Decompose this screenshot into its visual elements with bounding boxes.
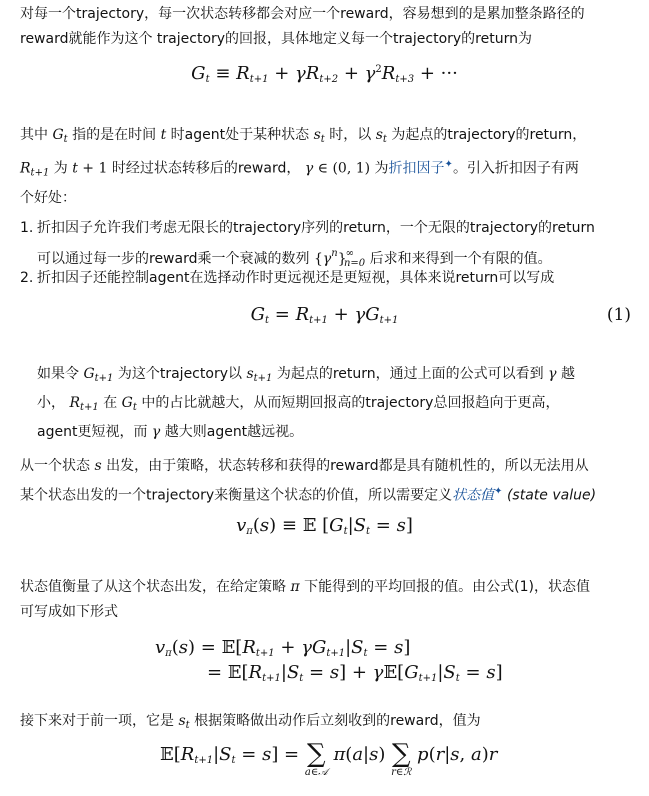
equation-immediate-reward: $𝔼[R_{t+1}|S_t = s]$ = ∑ a∈𝒜 π(a|s) ∑ r∈ℛ p(r|s, a)r: [160, 739, 498, 778]
equation-return: $G_t \equiv R_{t+1} + \gamma R_{t+2} + \gamma^2R_{t+3}$ + ···: [191, 63, 458, 85]
sv-text-4: (state value): [506, 487, 597, 504]
ir-text-2: 根据策略做出动作后立刻收到的reward，值为: [194, 713, 481, 729]
equation-state-value: $v_\pi(s)$ ≡ 𝔼 $[G_t|S_t = s]$: [236, 515, 413, 537]
equation-recursive: $G_t = R_{t+1} + \gamma G_{t+1}$: [250, 304, 399, 326]
def-text-6: 为: [53, 160, 68, 177]
gamma-text-9: 越大则agent越远视。: [164, 424, 304, 440]
discount-factor-link[interactable]: 折扣因子: [388, 160, 445, 177]
sv-text-1: 从一个状态: [20, 458, 90, 474]
gamma-paragraph: 如果令 $G_{t+1}$ 为这个trajectory以 $s_{t+1}$ 为起点的return，通过上面的公式可以看到 γ 越 小， $R_{t+1}$ 在 $G_t$ 中的占比就越大，从而短期回报高的trajectory总回报趋向于更高， agent更短视，而 γ 越大则agent越远视。: [37, 366, 575, 440]
gamma-text-8: agent更短视，而: [37, 424, 148, 440]
svd-text-1: 状态值衡量了从这个状态出发，在给定策略: [20, 579, 286, 595]
sparkle-icon: ✦: [444, 159, 453, 170]
def-text-8: 为: [374, 160, 389, 177]
state-value-paragraph: 从一个状态 s 出发，由于策略，状态转移和获得的reward都是具有随机性的，所以无法用从 某个状态出发的一个trajectory来衡量这个状态的价值，所以需要定义状态值✦ (state value): [20, 458, 597, 504]
intro-line-1: 对每一个trajectory，每一次状态转移都会对应一个reward，容易想到的是累加整条路径的: [20, 6, 585, 22]
list-number: 1.: [20, 220, 34, 236]
list-item-1-line-2a: 可以通过每一步的reward乘一个衰减的数列: [37, 251, 310, 267]
list-item: 1. 折扣因子允许我们考虑无限长的trajectory序列的return，一个无限的trajectory的return 可以通过每一步的reward乘一个衰减的数列 $\{\gamma^n\}^\infty_{n=0}$ 后求和来得到一个有限的值。: [20, 216, 631, 276]
gamma-text-3: 为起点的return，通过上面的公式可以看到: [276, 366, 544, 382]
def-text-5: 为起点的trajectory的return，: [391, 127, 587, 143]
sparkle-icon: ✦: [494, 486, 503, 497]
gamma-text-7: 中的占比就越大，从而短期回报高的trajectory总回报趋向于更高，: [141, 395, 560, 411]
list-number: 2.: [20, 270, 34, 286]
equation-number: (1): [606, 305, 631, 325]
intro-line-2: reward就能作为这个 trajectory的回报，具体地定义每一个trajectory的return为: [20, 31, 532, 47]
gamma-text-4: 越: [560, 366, 575, 382]
definition-paragraph: 其中 $G_t$ 指的是在时间 t 时agent处于某种状态 $s_t$ 时，以 $s_t$ 为起点的trajectory的return， $R_{t+1}$ 为 t + 1 时经过状态转移后的reward， γ ∈ (0, 1) 为折扣因子✦。引入折扣因子有两 个好处：: [20, 123, 631, 211]
gamma-text-5: 小，: [37, 395, 65, 411]
sv-text-3: 某个状态出发的一个trajectory来衡量这个状态的价值，所以需要定义: [20, 487, 453, 504]
gamma-text-6: 在: [103, 395, 118, 411]
list-item-1-line-1: 折扣因子允许我们考虑无限长的trajectory序列的return，一个无限的trajectory的return: [37, 220, 595, 236]
list-item: [20, 266, 631, 291]
def-text-2: 指的是在时间: [72, 127, 157, 143]
list-item-1-line-2b: 后求和来得到一个有限的值。: [369, 251, 552, 267]
state-value-link[interactable]: 状态值: [452, 487, 495, 504]
def-text-1: 其中: [20, 127, 48, 143]
equation-expand-1: $v_\pi(s)$ = $𝔼[R_{t+1} + \gamma G_{t+1}|S_t = s]$: [155, 637, 411, 659]
gamma-text-2: 为这个trajectory以: [117, 366, 242, 382]
svd-text-3: 可写成如下形式: [20, 604, 118, 620]
svd-text-2: 下能得到的平均回报的值。由公式(1)，状态值: [304, 579, 590, 595]
def-text-9: 。引入折扣因子有两: [452, 160, 579, 177]
ir-text-1: 接下来对于前一项，它是: [20, 713, 174, 729]
gamma-text-1: 如果令: [37, 366, 79, 382]
immediate-reward-paragraph: 接下来对于前一项，它是 $s_t$ 根据策略做出动作后立刻收到的reward，值为: [20, 713, 481, 731]
state-value-desc: 状态值衡量了从这个状态出发，在给定策略 π 下能得到的平均回报的值。由公式(1)，状态值 可写成如下形式: [20, 575, 631, 625]
def-text-4: 时，以: [329, 127, 372, 143]
list-item-2-line-1: 折扣因子还能控制agent在选择动作时更远视还是更短视，具体来说return可以写成: [37, 270, 555, 286]
def-text-3: 时agent处于某种状态: [170, 127, 310, 143]
def-text-7: 时经过状态转移后的reward，: [111, 160, 301, 177]
equation-expand-2: = $𝔼[R_{t+1}|S_t = s]$ + $\gamma 𝔼[G_{t+1}|S_t = s]$: [207, 662, 503, 684]
sv-text-2: 出发，由于策略，状态转移和获得的reward都是具有随机性的，所以无法用从: [106, 458, 589, 474]
intro-paragraph: [20, 2, 631, 52]
def-text-10: 个好处：: [20, 189, 76, 206]
